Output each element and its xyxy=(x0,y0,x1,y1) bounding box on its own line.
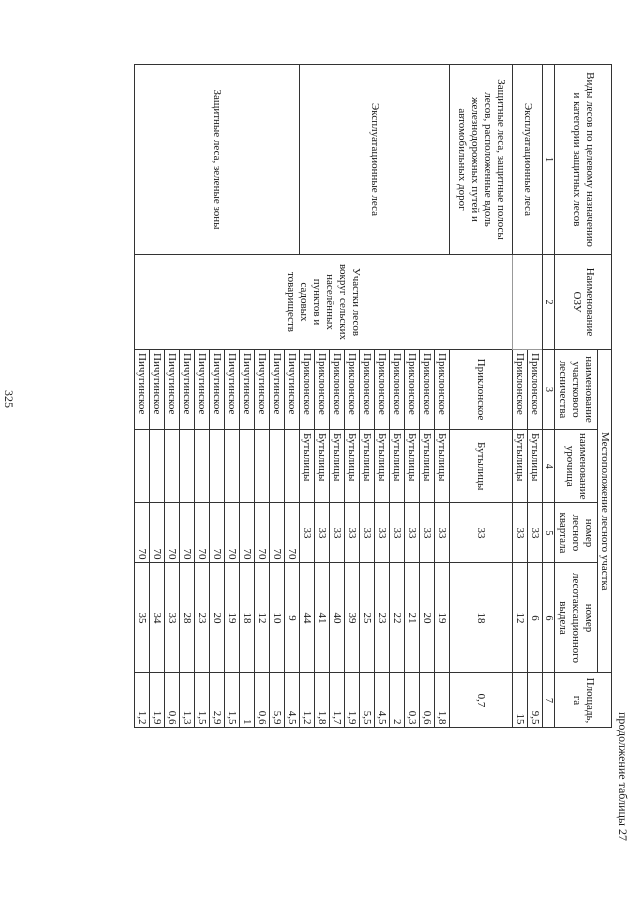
table-row xyxy=(528,65,543,728)
ozu-cell: Участки лесов вокруг сельских населённых пунктов и садовых товариществ xyxy=(135,255,513,350)
plot-cell: 25 xyxy=(360,563,375,673)
tract-cell xyxy=(285,430,300,503)
district-cell: Приклонское xyxy=(375,350,390,430)
area-cell: 2 xyxy=(390,673,405,728)
ozu-cell-empty xyxy=(513,255,543,350)
district-cell: Пичугинское xyxy=(225,350,240,430)
district-cell: Приклонское xyxy=(300,350,315,430)
district-cell: Приклонское xyxy=(330,350,345,430)
tract-cell xyxy=(195,430,210,503)
tract-cell xyxy=(225,430,240,503)
quarter-cell: 33 xyxy=(420,503,435,563)
district-cell: Пичугинское xyxy=(180,350,195,430)
quarter-cell: 70 xyxy=(195,503,210,563)
forest-type-cell: Эксплуатационные леса xyxy=(300,65,450,255)
plot-cell: 18 xyxy=(450,563,513,673)
area-cell: 0,7 xyxy=(450,673,513,728)
plot-cell: 6 xyxy=(528,563,543,673)
district-cell: Приклонское xyxy=(390,350,405,430)
plot-cell: 23 xyxy=(195,563,210,673)
plot-cell: 20 xyxy=(210,563,225,673)
district-cell: Пичугинское xyxy=(195,350,210,430)
plot-cell: 40 xyxy=(330,563,345,673)
quarter-cell: 33 xyxy=(375,503,390,563)
area-cell: 0,6 xyxy=(255,673,270,728)
tract-cell: Бутылицы xyxy=(330,430,345,503)
plot-cell: 20 xyxy=(420,563,435,673)
tract-cell: Бутылицы xyxy=(315,430,330,503)
tract-cell xyxy=(180,430,195,503)
plot-cell: 23 xyxy=(375,563,390,673)
tract-cell: Бутылицы xyxy=(528,430,543,503)
district-cell: Пичугинское xyxy=(255,350,270,430)
quarter-cell: 33 xyxy=(513,503,528,563)
column-number-row xyxy=(543,65,555,728)
quarter-cell: 33 xyxy=(405,503,420,563)
quarter-cell: 70 xyxy=(210,503,225,563)
area-cell: 1,7 xyxy=(330,673,345,728)
quarter-cell: 33 xyxy=(330,503,345,563)
area-cell: 4,5 xyxy=(375,673,390,728)
district-cell: Приклонское xyxy=(360,350,375,430)
plot-cell: 34 xyxy=(150,563,165,673)
district-cell: Пичугинское xyxy=(135,350,150,430)
column-number: 4 xyxy=(543,430,555,503)
tract-cell: Бутылицы xyxy=(300,430,315,503)
table-row xyxy=(450,65,513,728)
header-area: Площадь, га xyxy=(555,673,612,728)
district-cell: Пичугинское xyxy=(270,350,285,430)
tract-cell: Бутылицы xyxy=(390,430,405,503)
district-cell: Приклонское xyxy=(405,350,420,430)
district-cell: Пичугинское xyxy=(165,350,180,430)
header-ozu: Наименование ОЗУ xyxy=(555,255,612,350)
tract-cell xyxy=(165,430,180,503)
district-cell: Пичугинское xyxy=(285,350,300,430)
quarter-cell: 70 xyxy=(285,503,300,563)
quarter-cell: 33 xyxy=(528,503,543,563)
area-cell: 1,8 xyxy=(435,673,450,728)
tract-cell xyxy=(240,430,255,503)
area-cell: 2,9 xyxy=(210,673,225,728)
district-cell: Приклонское xyxy=(513,350,528,430)
column-number: 1 xyxy=(543,65,555,255)
plot-cell: 18 xyxy=(240,563,255,673)
forest-type-cell: Защитные леса, защитные полосы лесов, расположенные вдоль железнодорожных путей и автомобильных дорог xyxy=(450,65,513,255)
area-cell: 5,5 xyxy=(360,673,375,728)
rotated-page xyxy=(40,0,640,865)
district-cell: Приклонское xyxy=(345,350,360,430)
table-continuation-label: продолжение таблицы 27 xyxy=(616,711,630,841)
area-cell: 1,9 xyxy=(150,673,165,728)
table-row xyxy=(435,65,450,728)
header-plot: номер лесотаксационного выдела xyxy=(555,563,598,673)
tract-cell: Бутылицы xyxy=(435,430,450,503)
header-quarter: номер лесного квартала xyxy=(555,503,598,563)
tract-cell: Бутылицы xyxy=(513,430,528,503)
tract-cell xyxy=(270,430,285,503)
area-cell: 0,6 xyxy=(420,673,435,728)
plot-cell: 12 xyxy=(255,563,270,673)
tract-cell: Бутылицы xyxy=(450,430,513,503)
district-cell: Приклонское xyxy=(435,350,450,430)
area-cell: 15 xyxy=(513,673,528,728)
tract-cell: Бутылицы xyxy=(375,430,390,503)
tract-cell xyxy=(210,430,225,503)
header-tract: наименование урочища xyxy=(555,430,598,503)
area-cell: 1,9 xyxy=(345,673,360,728)
plot-cell: 33 xyxy=(165,563,180,673)
plot-cell: 21 xyxy=(405,563,420,673)
quarter-cell: 70 xyxy=(150,503,165,563)
tract-cell xyxy=(135,430,150,503)
column-number: 5 xyxy=(543,503,555,563)
plot-cell: 19 xyxy=(435,563,450,673)
quarter-cell: 33 xyxy=(450,503,513,563)
district-cell: Пичугинское xyxy=(150,350,165,430)
area-cell: 1,2 xyxy=(135,673,150,728)
quarter-cell: 33 xyxy=(300,503,315,563)
area-cell: 1,3 xyxy=(180,673,195,728)
district-cell: Приклонское xyxy=(528,350,543,430)
tract-cell xyxy=(255,430,270,503)
district-cell: Приклонское xyxy=(315,350,330,430)
area-cell: 1,5 xyxy=(195,673,210,728)
forest-plots-table xyxy=(134,64,612,728)
quarter-cell: 70 xyxy=(180,503,195,563)
column-number: 3 xyxy=(543,350,555,430)
header-district: наименование участкового лесничества xyxy=(555,350,598,430)
plot-cell: 44 xyxy=(300,563,315,673)
area-cell: 9,5 xyxy=(528,673,543,728)
table-row xyxy=(285,65,300,728)
tract-cell: Бутылицы xyxy=(345,430,360,503)
column-number: 6 xyxy=(543,563,555,673)
quarter-cell: 33 xyxy=(390,503,405,563)
plot-cell: 19 xyxy=(225,563,240,673)
area-cell: 1 xyxy=(240,673,255,728)
district-cell: Пичугинское xyxy=(240,350,255,430)
column-number: 2 xyxy=(543,255,555,350)
area-cell: 1,5 xyxy=(225,673,240,728)
quarter-cell: 70 xyxy=(255,503,270,563)
plot-cell: 35 xyxy=(135,563,150,673)
quarter-cell: 70 xyxy=(165,503,180,563)
plot-cell: 10 xyxy=(270,563,285,673)
header-location-group: Местоположение лесного участка xyxy=(598,350,612,673)
area-cell: 0,3 xyxy=(405,673,420,728)
area-cell: 0,6 xyxy=(165,673,180,728)
area-cell: 1,2 xyxy=(300,673,315,728)
plot-cell: 41 xyxy=(315,563,330,673)
quarter-cell: 33 xyxy=(315,503,330,563)
plot-cell: 9 xyxy=(285,563,300,673)
quarter-cell: 33 xyxy=(360,503,375,563)
area-cell: 4,5 xyxy=(285,673,300,728)
plot-cell: 22 xyxy=(390,563,405,673)
district-cell: Приклонское xyxy=(450,350,513,430)
forest-type-cell: Защитные леса, зеленые зоны xyxy=(135,65,300,255)
forest-type-cell: Эксплуатационные леса xyxy=(513,65,543,255)
quarter-cell: 70 xyxy=(240,503,255,563)
quarter-cell: 33 xyxy=(435,503,450,563)
plot-cell: 28 xyxy=(180,563,195,673)
header-forest-type: Виды лесов по целевому назначению и категории защитных лесов xyxy=(555,65,612,255)
tract-cell xyxy=(150,430,165,503)
page-number: 325 xyxy=(2,390,16,408)
tract-cell: Бутылицы xyxy=(420,430,435,503)
quarter-cell: 33 xyxy=(345,503,360,563)
tract-cell: Бутылицы xyxy=(360,430,375,503)
area-cell: 5,9 xyxy=(270,673,285,728)
quarter-cell: 70 xyxy=(225,503,240,563)
district-cell: Пичугинское xyxy=(210,350,225,430)
header-row-top xyxy=(598,65,612,728)
area-cell: 1,8 xyxy=(315,673,330,728)
district-cell: Приклонское xyxy=(420,350,435,430)
quarter-cell: 70 xyxy=(135,503,150,563)
tract-cell: Бутылицы xyxy=(405,430,420,503)
plot-cell: 12 xyxy=(513,563,528,673)
column-number: 7 xyxy=(543,673,555,728)
quarter-cell: 70 xyxy=(270,503,285,563)
plot-cell: 39 xyxy=(345,563,360,673)
